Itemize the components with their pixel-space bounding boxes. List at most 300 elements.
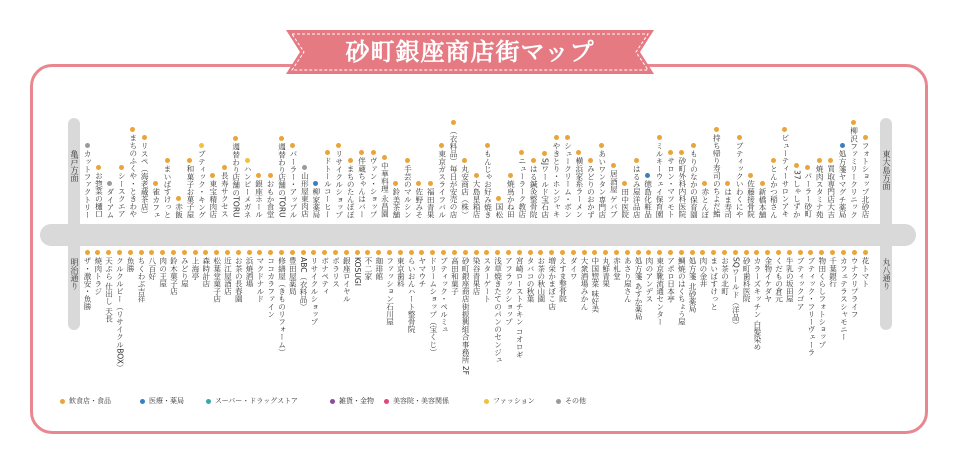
south-shop-label bbox=[796, 250, 805, 310]
shop-name: ポラリス bbox=[331, 257, 341, 288]
category-dot-icon bbox=[142, 135, 147, 140]
street-label-east-top: 東大島方面 bbox=[882, 150, 891, 190]
shop-name: 森時計店 bbox=[201, 257, 211, 288]
legend-dot-icon bbox=[206, 399, 211, 404]
legend-dot-icon bbox=[330, 399, 335, 404]
south-shop-label bbox=[731, 250, 740, 329]
shop-name: ブティックゴア bbox=[796, 257, 806, 311]
north-shop-label bbox=[83, 143, 92, 218]
category-dot-icon bbox=[657, 135, 662, 140]
south-shop-label bbox=[623, 250, 632, 303]
south-shop-label bbox=[656, 250, 665, 325]
legend-label: 美容院・美容関係 bbox=[393, 397, 449, 405]
category-dot-icon bbox=[409, 250, 414, 255]
street-label-east-bottom: 丸八通り bbox=[882, 258, 891, 290]
legend-label: 飲食店・食品 bbox=[69, 397, 111, 405]
category-dot-icon bbox=[776, 250, 781, 255]
category-dot-icon bbox=[517, 250, 522, 255]
south-shop-label bbox=[688, 250, 697, 313]
category-dot-icon bbox=[852, 250, 857, 255]
shop-name: ブティック・フリーヴェーラ bbox=[806, 257, 816, 356]
south-shop-label bbox=[332, 250, 341, 287]
shop-name: 雀カフェ bbox=[151, 188, 161, 219]
north-shop-label bbox=[403, 158, 412, 218]
category-dot-icon bbox=[95, 250, 100, 255]
category-dot-icon bbox=[210, 173, 215, 178]
category-dot-icon bbox=[560, 250, 565, 255]
category-dot-icon bbox=[106, 250, 111, 255]
shop-name: 肉の王屋 bbox=[158, 257, 168, 288]
category-dot-icon bbox=[365, 250, 370, 255]
category-dot-icon bbox=[808, 250, 813, 255]
shop-name: ヴァン・ショップ bbox=[369, 157, 379, 218]
shop-name: らいおんハート整骨院 bbox=[407, 257, 417, 333]
north-shop-label bbox=[461, 158, 470, 218]
north-shop-label bbox=[827, 158, 836, 218]
category-dot-icon bbox=[247, 250, 252, 255]
category-dot-icon bbox=[214, 250, 219, 255]
south-shop-label bbox=[137, 250, 146, 303]
shop-name: 豊田屋薬局 bbox=[288, 257, 298, 295]
category-dot-icon bbox=[700, 250, 705, 255]
south-shop-label bbox=[429, 250, 438, 356]
shop-name: 柳家薬局 bbox=[311, 188, 321, 219]
shop-name: 牛乳の坂田屋 bbox=[785, 257, 795, 303]
shop-name: お茶の秋山園 bbox=[536, 257, 546, 303]
north-shop-label bbox=[689, 143, 698, 218]
category-dot-icon bbox=[325, 150, 330, 155]
category-dot-icon bbox=[245, 158, 250, 163]
category-dot-icon bbox=[463, 250, 468, 255]
north-shop-label bbox=[678, 150, 687, 218]
shop-name: 東京靴流通センター bbox=[655, 257, 665, 326]
shop-name: 鈴美茶舗 bbox=[391, 188, 401, 219]
category-dot-icon bbox=[840, 143, 845, 148]
category-dot-icon bbox=[428, 181, 433, 186]
south-shop-label bbox=[569, 250, 578, 280]
south-shop-label bbox=[612, 250, 621, 280]
south-shop-label bbox=[558, 250, 567, 303]
north-shop-label bbox=[781, 127, 790, 218]
shop-name: タバコの秋葉 bbox=[526, 257, 536, 303]
shop-name: 和菓子お菓子屋 bbox=[185, 165, 195, 219]
south-shop-label bbox=[169, 250, 178, 295]
category-dot-icon bbox=[236, 250, 241, 255]
north-shop-label bbox=[175, 196, 184, 218]
south-shop-label bbox=[537, 250, 546, 303]
category-dot-icon bbox=[130, 127, 135, 132]
category-dot-icon bbox=[565, 135, 570, 140]
south-shop-label bbox=[839, 250, 848, 341]
shop-name: 砂町外科内科医院 bbox=[677, 157, 687, 218]
category-dot-icon bbox=[782, 127, 787, 132]
south-shop-label bbox=[440, 250, 449, 333]
south-shop-label bbox=[256, 250, 265, 303]
south-shop-label bbox=[105, 250, 114, 323]
category-dot-icon bbox=[549, 250, 554, 255]
category-dot-icon bbox=[416, 181, 421, 186]
category-dot-icon bbox=[830, 250, 835, 255]
category-dot-icon bbox=[787, 250, 792, 255]
category-dot-icon bbox=[599, 143, 604, 148]
category-dot-icon bbox=[348, 158, 353, 163]
category-dot-icon bbox=[128, 250, 133, 255]
south-shop-label bbox=[515, 250, 524, 358]
shop-name: 東京歯科 bbox=[396, 257, 406, 288]
category-dot-icon bbox=[176, 196, 181, 201]
shop-name: リサイクルショップ bbox=[334, 150, 344, 219]
category-dot-icon bbox=[359, 150, 364, 155]
category-dot-icon bbox=[798, 250, 803, 255]
legend-label: 雑貨・金物 bbox=[339, 397, 374, 405]
south-shop-label bbox=[396, 250, 405, 287]
shop-name: 柳沢ファミリークリニック bbox=[849, 127, 859, 219]
north-shop-label bbox=[163, 158, 172, 218]
north-shop-label bbox=[220, 165, 229, 218]
category-dot-icon bbox=[702, 181, 707, 186]
shop-name: 東宝精肉店 bbox=[208, 180, 218, 218]
category-dot-icon bbox=[554, 135, 559, 140]
shop-name: 増栄かまぼこ店 bbox=[547, 257, 557, 311]
category-dot-icon bbox=[582, 250, 587, 255]
shop-name: シースクエア bbox=[117, 172, 127, 218]
shop-name: 砂町歯科医院 bbox=[742, 257, 752, 303]
category-dot-icon bbox=[474, 173, 479, 178]
south-shop-label bbox=[245, 250, 254, 287]
shop-name: 松葉堂菓子店 bbox=[212, 257, 222, 303]
category-dot-icon bbox=[496, 196, 501, 201]
south-shop-label bbox=[180, 250, 189, 287]
south-shop-label bbox=[699, 250, 708, 287]
shop-name: 花トマト bbox=[861, 257, 870, 288]
south-shop-label bbox=[342, 250, 351, 303]
shop-name: あいワンタン専門店 bbox=[597, 150, 607, 219]
south-shop-label bbox=[418, 250, 427, 287]
north-shop-label bbox=[792, 163, 801, 218]
shop-name: 新橋本舗 bbox=[758, 188, 768, 219]
shop-name: 東京ガスライフバル bbox=[437, 150, 447, 219]
south-shop-label bbox=[634, 250, 643, 320]
shop-name: ABC（衣料品） bbox=[299, 257, 309, 311]
category-dot-icon bbox=[405, 158, 410, 163]
shop-name: 田中医院 bbox=[620, 188, 630, 219]
shop-name: スターゲート bbox=[482, 257, 492, 303]
south-shop-label bbox=[375, 250, 384, 280]
north-shop-label bbox=[564, 135, 573, 218]
category-dot-icon bbox=[748, 173, 753, 178]
north-shop-label bbox=[518, 150, 527, 218]
shop-name: くだもの倉元 bbox=[774, 257, 784, 303]
shop-name: ビューティーサロンアキ bbox=[780, 134, 790, 218]
shop-name: ザ・激安・魚勝 bbox=[83, 257, 92, 311]
category-dot-icon bbox=[344, 250, 349, 255]
shop-name: 肉のアンデス bbox=[644, 257, 654, 303]
shop-name: 肉の金井 bbox=[698, 257, 708, 288]
north-shop-label bbox=[644, 173, 653, 218]
shop-name: 修繕屋（きものリフォーム） bbox=[277, 257, 287, 356]
category-dot-icon bbox=[474, 250, 479, 255]
south-shop-label bbox=[386, 250, 395, 325]
category-dot-icon bbox=[506, 250, 511, 255]
category-dot-icon bbox=[645, 173, 650, 178]
south-shop-label bbox=[223, 250, 232, 295]
north-shop-label bbox=[449, 120, 458, 218]
street-label-west-top: 亀戸方面 bbox=[70, 150, 79, 182]
south-shop-label bbox=[742, 250, 751, 303]
shop-name: カットファクトリー bbox=[83, 150, 92, 219]
south-shop-label bbox=[764, 250, 773, 303]
shop-name: ダイワ bbox=[569, 257, 579, 280]
category-dot-icon bbox=[290, 250, 295, 255]
shop-name: 中国惣菜 味好美 bbox=[590, 257, 600, 313]
category-dot-icon bbox=[322, 250, 327, 255]
shop-name: 魚勝 bbox=[126, 257, 136, 273]
shop-name: まちのふくや・ときわや bbox=[128, 134, 138, 218]
category-dot-icon bbox=[495, 250, 500, 255]
south-shop-label bbox=[126, 250, 135, 272]
shop-name: 手芸のマルシン bbox=[403, 165, 413, 219]
category-dot-icon bbox=[646, 250, 651, 255]
legend-label: その他 bbox=[565, 397, 586, 405]
category-dot-icon bbox=[382, 155, 387, 160]
south-shop-label bbox=[504, 250, 513, 325]
south-shop-label bbox=[364, 250, 373, 280]
category-dot-icon bbox=[301, 250, 306, 255]
shop-name: 丸鮮青果 bbox=[601, 257, 611, 288]
south-shop-label bbox=[591, 250, 600, 313]
north-shop-label bbox=[426, 181, 435, 218]
shop-name: 福田青果 bbox=[426, 188, 436, 219]
category-dot-icon bbox=[841, 250, 846, 255]
category-dot-icon bbox=[193, 250, 198, 255]
north-shop-label bbox=[735, 135, 744, 218]
shop-name: ハンピーメガネ bbox=[243, 165, 253, 219]
shop-name: 週替わり店舗のTORU bbox=[231, 143, 241, 218]
category-dot-icon bbox=[153, 181, 158, 186]
category-dot-icon bbox=[714, 127, 719, 132]
category-dot-icon bbox=[187, 158, 192, 163]
legend-item-supermarket bbox=[206, 396, 298, 406]
shop-name: マクドナルド bbox=[255, 257, 265, 303]
north-shop-label bbox=[701, 181, 710, 218]
legend-item-other bbox=[556, 396, 586, 406]
shop-name: クルクルピー（リサイクルBOX） bbox=[115, 257, 125, 372]
south-shop-label bbox=[602, 250, 611, 287]
shop-name: 焼肉トラジ bbox=[93, 257, 103, 295]
category-dot-icon bbox=[313, 181, 318, 186]
north-shop-label bbox=[667, 150, 676, 218]
category-dot-icon bbox=[668, 250, 673, 255]
shop-name: ヤマウチ bbox=[417, 257, 427, 288]
category-dot-icon bbox=[538, 250, 543, 255]
north-shop-label bbox=[758, 181, 767, 218]
category-dot-icon bbox=[371, 150, 376, 155]
shop-name: ブティックいわくにや bbox=[735, 142, 745, 218]
south-shop-label bbox=[721, 250, 730, 295]
north-shop-label bbox=[197, 143, 206, 218]
south-shop-label bbox=[494, 250, 503, 363]
south-shop-label bbox=[321, 250, 330, 295]
south-shop-label bbox=[548, 250, 557, 310]
category-dot-icon bbox=[485, 143, 490, 148]
category-dot-icon bbox=[603, 250, 608, 255]
legend-dot-icon bbox=[60, 399, 65, 404]
south-shop-label bbox=[159, 250, 168, 287]
category-dot-icon bbox=[268, 173, 273, 178]
category-dot-icon bbox=[828, 158, 833, 163]
category-dot-icon bbox=[588, 158, 593, 163]
category-dot-icon bbox=[441, 250, 446, 255]
north-shop-label bbox=[106, 181, 115, 218]
shop-name: 浅草焼きたてのパンのセンジュ bbox=[493, 257, 503, 364]
shop-name: ドトールコーヒー bbox=[323, 157, 333, 218]
shop-name: 上海亭 bbox=[191, 257, 201, 280]
legend-dot-icon bbox=[384, 399, 389, 404]
category-dot-icon bbox=[622, 181, 627, 186]
shop-name: 近江屋酒店 bbox=[223, 257, 233, 295]
legend-label: スーパー・ドラッグストア bbox=[215, 397, 298, 405]
category-dot-icon bbox=[863, 135, 868, 140]
shop-name: 千葉銀行 bbox=[828, 257, 838, 288]
map-frame bbox=[30, 64, 928, 434]
shop-name: はま寿司 bbox=[723, 188, 733, 219]
category-dot-icon bbox=[576, 150, 581, 155]
north-shop-label bbox=[335, 143, 344, 218]
shop-name: 37しゃしずか bbox=[792, 170, 802, 218]
shop-name: ボナペティ bbox=[320, 257, 330, 295]
category-dot-icon bbox=[268, 250, 273, 255]
north-shop-label bbox=[117, 165, 126, 218]
south-shop-label bbox=[710, 250, 719, 310]
shop-name: 週替わり店舗のTORU bbox=[277, 143, 287, 218]
shop-name: ミルキーウェイ保育園 bbox=[655, 142, 665, 218]
category-dot-icon bbox=[634, 158, 639, 163]
category-dot-icon bbox=[625, 250, 630, 255]
north-shop-label bbox=[815, 158, 824, 218]
category-dot-icon bbox=[279, 136, 284, 141]
shop-name: （衣料品）毎日が安売の店 bbox=[449, 127, 459, 219]
category-dot-icon bbox=[96, 165, 101, 170]
shop-name: みどり屋 bbox=[180, 257, 190, 288]
south-shop-label bbox=[202, 250, 211, 287]
legend-item-goods bbox=[330, 396, 374, 406]
shop-name: 銀座ホール bbox=[254, 180, 264, 218]
north-shop-label bbox=[861, 135, 870, 218]
north-shop-label bbox=[712, 127, 721, 218]
category-dot-icon bbox=[614, 250, 619, 255]
south-shop-label bbox=[407, 250, 416, 333]
shop-name: 佐藤接骨院 bbox=[746, 180, 756, 218]
south-shop-label bbox=[818, 250, 827, 348]
north-shop-label bbox=[655, 135, 664, 218]
south-shop-label bbox=[299, 250, 308, 311]
category-dot-icon bbox=[542, 151, 547, 156]
category-dot-icon bbox=[160, 250, 165, 255]
north-shop-label bbox=[586, 158, 595, 218]
north-shop-label bbox=[483, 143, 492, 218]
category-dot-icon bbox=[225, 250, 230, 255]
category-dot-icon bbox=[611, 163, 616, 168]
shop-name: 買取専門店大吉 bbox=[826, 165, 836, 219]
category-dot-icon bbox=[851, 120, 856, 125]
category-dot-icon bbox=[805, 165, 810, 170]
south-shop-label bbox=[775, 250, 784, 303]
map-title: 砂町銀座商店街マップ bbox=[345, 38, 595, 66]
north-shop-label bbox=[529, 158, 538, 218]
shop-name: 赤札堂 bbox=[612, 257, 622, 280]
legend-item-fashion bbox=[484, 396, 535, 406]
south-shop-label bbox=[191, 250, 200, 280]
north-shop-label bbox=[152, 181, 161, 218]
category-dot-icon bbox=[451, 120, 456, 125]
shop-name: SQワールド（洋品） bbox=[731, 257, 741, 329]
shop-name: 金物イケダヤ bbox=[763, 257, 773, 303]
north-shop-label bbox=[598, 143, 607, 218]
shop-name: ドリームショップ（宝くじ） bbox=[428, 257, 438, 356]
category-dot-icon bbox=[387, 250, 392, 255]
shop-name: 伴蔵ちゃんはバー bbox=[357, 157, 367, 218]
shop-name: シュークリーム・ボン bbox=[563, 142, 573, 218]
north-shop-label bbox=[769, 158, 778, 218]
category-dot-icon bbox=[863, 250, 868, 255]
main-street-road bbox=[40, 224, 916, 246]
shop-name: 中華料理 永昌園 bbox=[380, 162, 390, 218]
category-dot-icon bbox=[794, 163, 799, 168]
legend-label: 医療・薬局 bbox=[149, 397, 184, 405]
shop-name: リスペ（海老蔵茶店） bbox=[140, 142, 150, 218]
shop-name: はるみ屋洋品店 bbox=[632, 165, 642, 219]
category-dot-icon bbox=[771, 158, 776, 163]
category-dot-icon bbox=[199, 143, 204, 148]
category-dot-icon bbox=[182, 250, 187, 255]
shop-name: おもか食堂 bbox=[266, 180, 276, 218]
category-dot-icon bbox=[657, 250, 662, 255]
legend-item-food bbox=[60, 396, 111, 406]
category-dot-icon bbox=[139, 250, 144, 255]
north-shop-label bbox=[358, 150, 367, 218]
shop-name: SJワールド宝石店 bbox=[540, 158, 550, 219]
shop-name: 横浜家系ラーメン bbox=[574, 157, 584, 218]
shop-name: 焼鳥かね田 bbox=[506, 180, 516, 218]
north-shop-label bbox=[255, 173, 264, 218]
category-dot-icon bbox=[117, 250, 122, 255]
shop-name: はる鍼灸整骨院 bbox=[529, 165, 539, 219]
south-shop-label bbox=[861, 250, 870, 287]
shop-name: 珈琲館 bbox=[374, 257, 384, 280]
category-dot-icon bbox=[484, 250, 489, 255]
shop-name: 処方箋ヤマグチ薬局 bbox=[838, 150, 848, 219]
south-shop-label bbox=[472, 250, 481, 295]
north-shop-label bbox=[415, 181, 424, 218]
legend-label: ファッション bbox=[493, 397, 535, 405]
north-shop-label bbox=[575, 150, 584, 218]
category-dot-icon bbox=[311, 250, 316, 255]
shop-name: 大衆酒場みかん bbox=[580, 257, 590, 311]
south-shop-label bbox=[83, 250, 92, 310]
shop-name: 処方箋 北砂薬局 bbox=[688, 257, 698, 313]
category-dot-icon bbox=[355, 250, 360, 255]
north-shop-label bbox=[129, 127, 138, 218]
north-shop-label bbox=[369, 150, 378, 218]
shop-name: 宮崎ローストチキン コオロギ bbox=[515, 257, 525, 359]
category-dot-icon bbox=[690, 250, 695, 255]
shop-name: 鈴木菓子店 bbox=[169, 257, 179, 295]
north-shop-label bbox=[186, 158, 195, 218]
shop-name: 長寿サクセス bbox=[220, 172, 230, 218]
shop-name: ちくわぶ吉祥 bbox=[137, 257, 147, 303]
north-shop-label bbox=[300, 165, 309, 218]
category-dot-icon bbox=[737, 135, 742, 140]
